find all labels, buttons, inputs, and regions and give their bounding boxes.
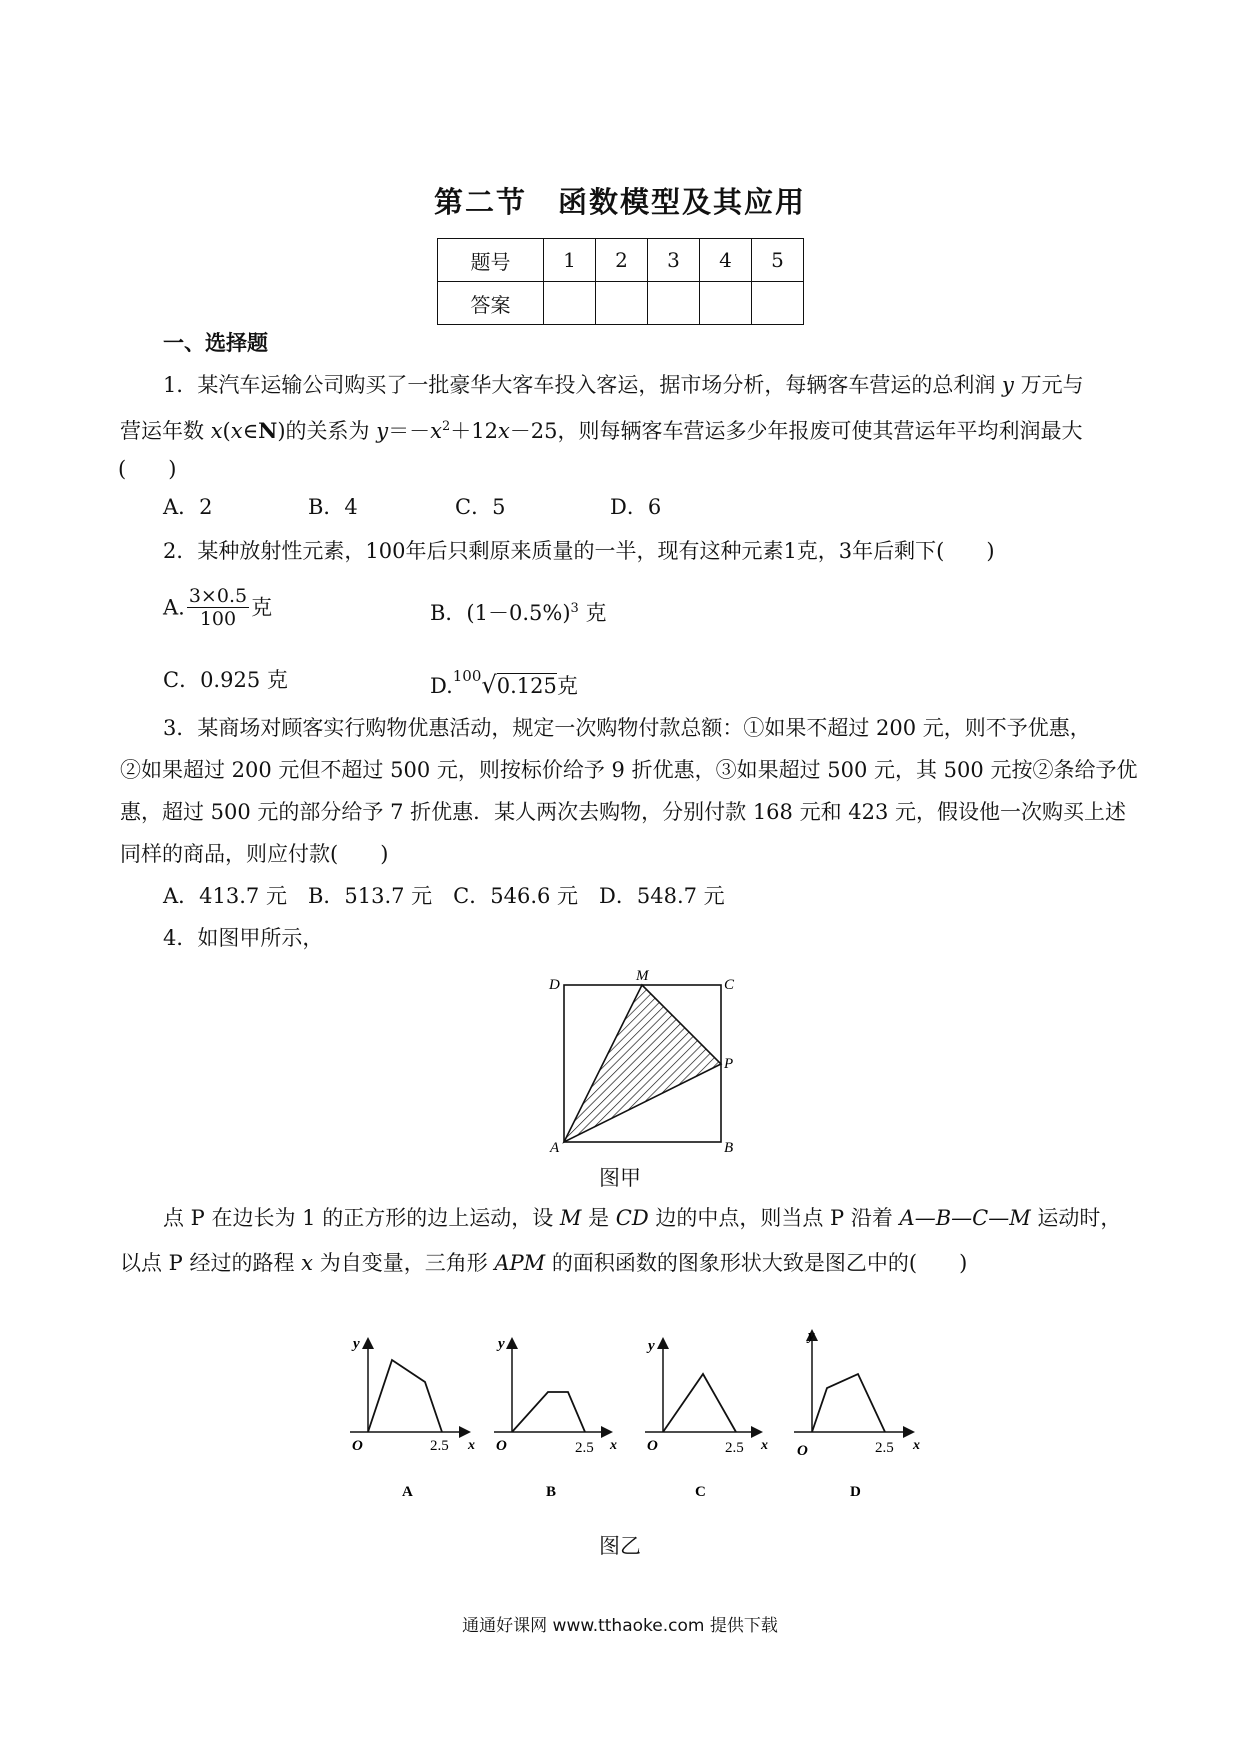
q2-option-b [430,594,607,628]
answer-table [437,238,804,325]
q3-line4: 同样的商品，则应付款( ) [120,842,389,866]
vertex-label-a: A [550,1140,560,1156]
q4-desc1-d: 运动时， [1037,1206,1122,1230]
q2-option-c: C．0.925 克 [163,668,288,692]
graph-a-origin: O [352,1438,363,1454]
q2-option-a [163,585,272,630]
answer-cell[interactable] [648,282,700,325]
question-number-label: 题号 [438,239,544,282]
figure-jia [540,960,740,1160]
q1-line1-tail: 万元与 [1020,373,1084,397]
section-heading: 一、选择题 [163,330,268,355]
fraction-numerator: 3×0.5 [188,585,248,607]
q1-line2-a: 营运年数 [120,419,204,443]
q4-desc1-a: 点 P 在边长为 1 的正方形的边上运动，设 [163,1206,554,1230]
graph-c-origin: O [647,1438,658,1454]
vertex-label-b: B [724,1140,734,1156]
graph-d [794,1328,920,1500]
q4-desc1-path: A—B—C—M [899,1206,1031,1230]
graph-b [494,1336,617,1500]
graph-a-label: A [402,1484,413,1500]
graph-c-curve [663,1374,736,1432]
q2-root-index: 100 [452,667,482,685]
q4-desc1-c: 边的中点，则当点 P 沿着 [655,1206,893,1230]
answer-cell[interactable] [596,282,648,325]
q1-option-a: A．2 [163,495,213,519]
q1-line1 [163,370,1084,400]
triangle-apm [564,985,721,1142]
graph-b-tick: 2.5 [575,1440,594,1456]
q4-desc1-m: M [559,1206,582,1230]
q4-desc2-c: 的面积函数的图象形状大致是图乙中的( ) [551,1251,968,1275]
graph-d-x-label: x [913,1438,920,1453]
graph-a-x-label: x [468,1438,475,1453]
q1-line2 [120,412,1083,446]
answer-label: 答案 [438,282,544,325]
answer-table-answer-row [438,282,804,325]
graph-d-origin: O [797,1443,808,1459]
q2-option-d-label: D. [430,674,453,698]
question-number-cell: 4 [700,239,752,282]
q1-line1-text: 1．某汽车运输公司购买了一批豪华大客车投入客运，据市场分析，每辆客车营运的总利润 [163,373,996,397]
q2-stem: 2．某种放射性元素，100年后只剩原来质量的一半，现有这种元素1克，3年后剩下( ) [163,539,995,563]
q1-line2-b: 的关系为 [285,419,370,443]
answer-cell[interactable] [752,282,804,325]
graph-c-x-label: x [761,1438,768,1453]
graph-c [645,1338,768,1500]
question-number-cell: 5 [752,239,804,282]
graph-b-label: B [546,1484,557,1500]
graph-d-label: D [850,1484,861,1500]
q3-line1: 3．某商场对顾客实行购物优惠活动，规定一次购物付款总额：①如果不超过 200 元，则不予优惠， [163,716,1091,740]
q4-desc2-a: 以点 P 经过的路程 [120,1251,295,1275]
graph-d-y-label: y [808,1328,815,1344]
graph-a-curve [368,1360,442,1432]
graph-a [350,1336,475,1500]
q4-description-line1 [163,1203,1121,1233]
graph-a-tick: 2.5 [430,1438,449,1454]
figure-jia-caption: 图甲 [599,1166,641,1190]
q1-option-c: C．5 [455,495,506,519]
answer-cell[interactable] [544,282,596,325]
graph-d-tick: 2.5 [875,1440,894,1456]
question-number-cell: 1 [544,239,596,282]
q2-option-a-unit: 克 [251,595,273,620]
q2-option-a-label: A. [163,595,185,620]
q4-description-line2 [120,1248,967,1278]
q1-option-b: B．4 [308,495,358,519]
q1-option-d: D．6 [610,495,662,519]
q1-domain-expr: x(x∈N) [210,418,286,443]
graph-d-curve [812,1374,885,1432]
fraction-denominator: 100 [199,608,237,630]
vertex-label-p: P [724,1056,734,1072]
q2-option-b-text: B．(1－0.5%) [430,601,571,625]
page-title: 第二节 函数模型及其应用 [433,185,806,219]
q4-desc2-apm: APM [494,1251,546,1275]
q4-stem: 4．如图甲所示， [163,926,324,950]
vertex-label-c: C [724,977,735,993]
q2-option-b-exponent: 3 [570,601,579,616]
graph-b-x-label: x [610,1438,617,1453]
graph-c-label: C [695,1484,706,1500]
q4-desc1-b: 是 [588,1206,610,1230]
graph-c-tick: 2.5 [725,1440,744,1456]
q2-option-b-unit: 克 [578,601,607,625]
q2-radicand: 0.125 [496,674,557,698]
graph-b-y-label: y [498,1336,505,1352]
q2-option-d [430,665,578,701]
graph-b-curve [512,1392,585,1432]
question-number-cell: 2 [596,239,648,282]
footer-source: 通通好课网 www.tthaoke.com 提供下载 [462,1616,778,1636]
radical-sign: √ [481,671,497,699]
vertex-label-d: D [549,977,560,993]
question-number-cell: 3 [648,239,700,282]
graph-c-y-label: y [648,1338,655,1354]
q2-option-d-unit: 克 [556,674,578,698]
answer-table-header-row [438,239,804,282]
q2-option-a-fraction [187,585,249,630]
q1-line2-c: ，则每辆客车营运多少年报废可使其营运年平均利润最大 [557,419,1083,443]
vertex-label-m: M [636,968,649,984]
q4-desc2-x: x [301,1251,314,1275]
q3-line2: ②如果超过 200 元但不超过 500 元，则按标价给予 9 折优惠，③如果超过 500 元，其 500 元按②条给予优 [120,758,1138,782]
q1-formula: $y=-x^2+12x-25$ [376,419,558,443]
q1-var-y: y [1002,373,1014,397]
graph-a-y-label: y [353,1336,360,1352]
q3-options: A．413.7 元 B．513.7 元 C．546.6 元 D．548.7 元 [163,884,725,908]
q4-desc1-cd: CD [615,1206,649,1230]
answer-cell[interactable] [700,282,752,325]
graph-b-origin: O [496,1438,507,1454]
q3-line3: 惠，超过 500 元的部分给予 7 折优惠．某人两次去购物，分别付款 168 元和 423 元，假设他一次购买上述 [120,800,1127,824]
q4-desc2-b: 为自变量，三角形 [319,1251,488,1275]
q1-paren: ( ) [118,457,177,481]
figure-yi-caption: 图乙 [599,1534,641,1558]
figure-yi [330,1318,950,1508]
